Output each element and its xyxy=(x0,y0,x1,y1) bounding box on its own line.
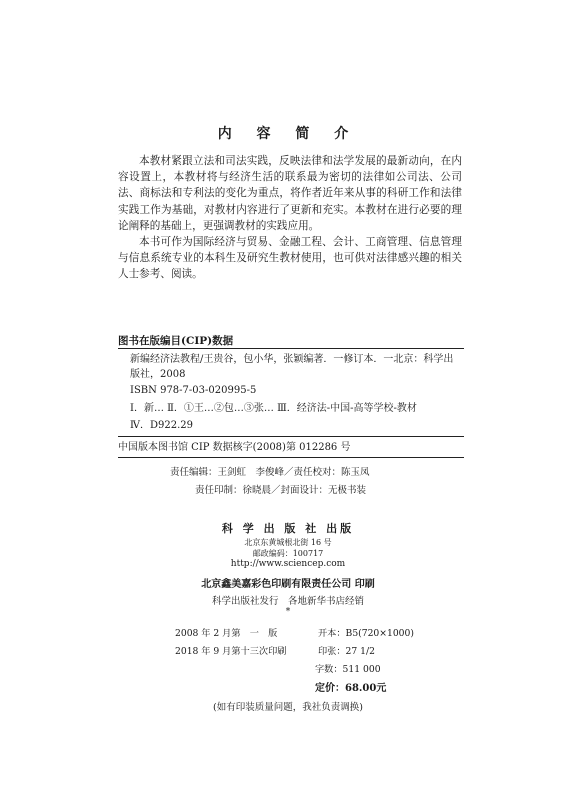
printer-name: 北京鑫美嘉彩色印刷有限责任公司 印刷 xyxy=(201,579,375,590)
separator-star: * xyxy=(285,607,291,617)
cip-isbn: ISBN 978-7-03-020995-5 xyxy=(130,385,257,396)
quality-notice: (如有印装质量问题，我社负责调换) xyxy=(213,702,363,713)
publisher-website: http://www.sciencep.com xyxy=(230,559,346,569)
distributor-line: 科学出版社发行 各地新华书店经销 xyxy=(211,596,364,607)
publisher-postcode: 邮政编码：100717 xyxy=(252,549,324,558)
printing-line: 2018 年 9 月第十三次印刷 xyxy=(175,646,287,657)
credits-print-line: 责任印制：徐晓晨／封面设计：无极书装 xyxy=(195,485,367,496)
word-count: 字数：511 000 xyxy=(315,664,381,675)
price-value: 68.00元 xyxy=(345,683,387,694)
format-line: 开本：B5(720×1000) xyxy=(318,628,414,639)
cip-entry-line: 新编经济法教程/王贵谷，包小华，张颖编著．一修订本．一北京：科学出 xyxy=(130,354,454,365)
publisher-address: 北京东黄城根北街 16 号 xyxy=(244,538,332,547)
summary-paragraph-2: 本书可作为国际经济与贸易、金融工程、会计、工商管理、信息管理与信息系统专业的本科生及研究生教材使用，也可供对法律感兴趣的相关人士参考、阅读。 xyxy=(118,236,462,281)
divider xyxy=(118,436,464,437)
price-label: 定价： xyxy=(315,683,345,694)
cip-subject-line: Ⅰ．新… Ⅱ．①王…②包…③张… Ⅲ．经济法-中国-高等学校-教材 xyxy=(130,403,417,414)
cip-record-number: 中国版本图书馆 CIP 数据核字(2008)第 012286 号 xyxy=(118,442,351,453)
cip-entry-line: 版社，2008 xyxy=(130,369,186,380)
cip-heading: 图书在版编目(CIP)数据 xyxy=(118,335,234,347)
divider xyxy=(118,348,464,349)
divider xyxy=(118,457,464,458)
edition-line: 2008 年 2 月第 一 版 xyxy=(175,628,278,639)
cip-classification: Ⅳ．D922.29 xyxy=(130,420,193,431)
credits-editor-line: 责任编辑：王剑虹 李俊峰／责任校对：陈玉凤 xyxy=(170,467,370,478)
publisher-name: 科 学 出 版 社 出版 xyxy=(221,522,355,535)
summary-paragraph-1: 本教材紧跟立法和司法实践，反映法律和法学发展的最新动向，在内容设置上，本教材将与经济生活的联系最为密切的法律如公司法、公司法、商标法和专利法的变化为重点，将作者近年来从事的科研工作和法律实践工作为基础，对教材内容进行了更新和充实。本教材在进行必要的理论阐释的基础上，更强调教材的实践应用。 xyxy=(118,155,462,232)
sheets-line: 印张：27 1/2 xyxy=(318,646,375,657)
summary-title: 内 容 简 介 xyxy=(217,126,359,142)
price xyxy=(315,679,386,694)
